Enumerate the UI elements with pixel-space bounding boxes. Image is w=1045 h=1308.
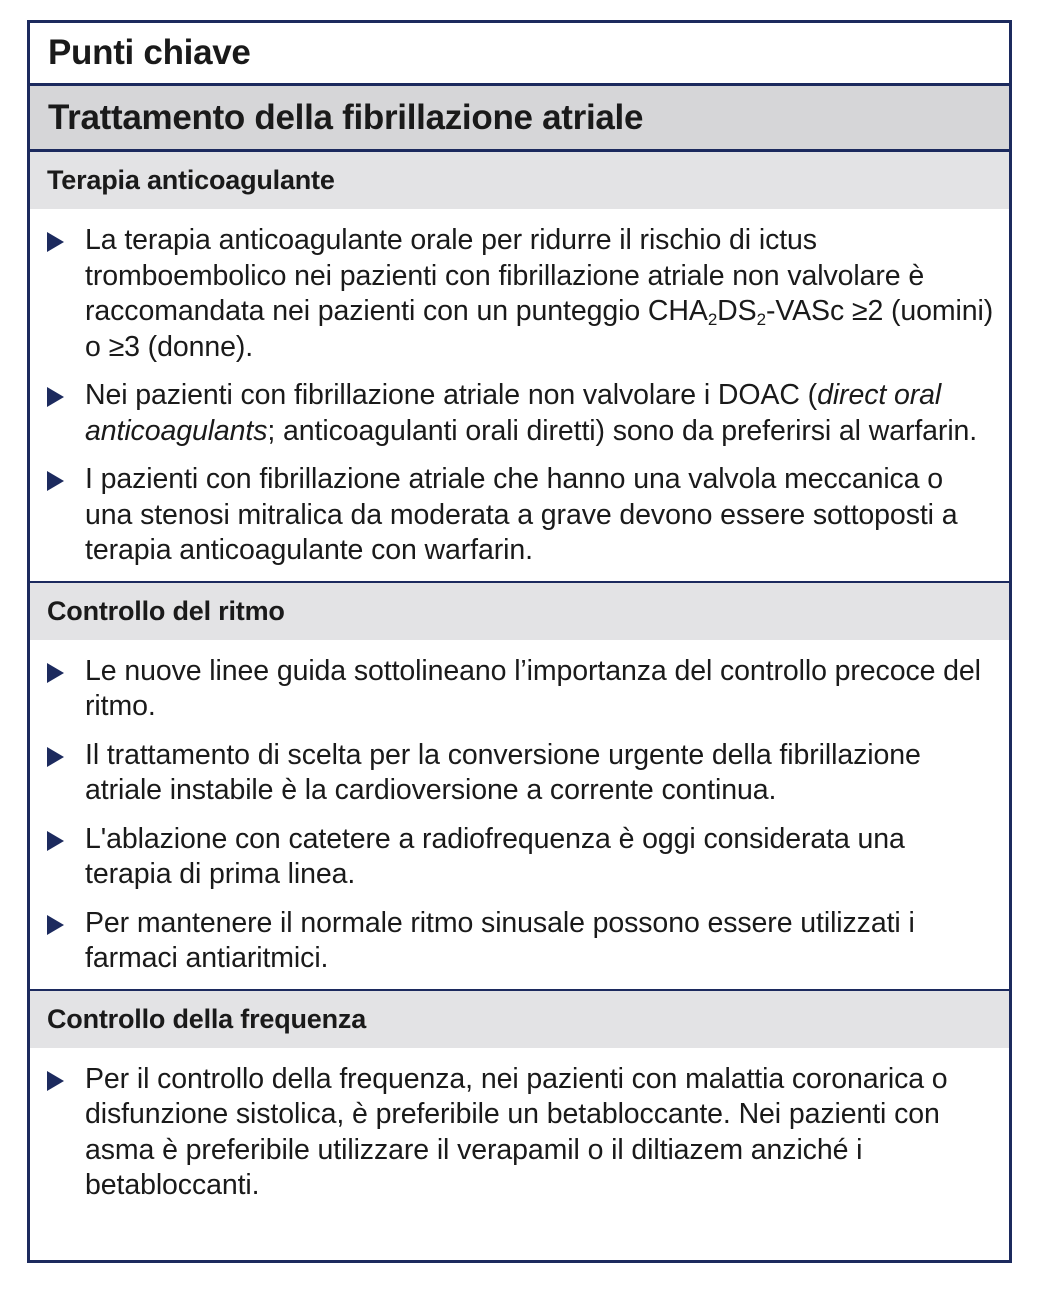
section-body [30, 640, 1009, 989]
triangle-right-icon [47, 223, 85, 252]
list-item [47, 822, 997, 893]
list-item [47, 462, 997, 569]
list-item-text: Il trattamento di scelta per la conversione urgente della fibrillazione atriale instabile è la cardioversione a corrente continua. [85, 738, 921, 806]
box-subtitle: Trattamento della fibrillazione atriale [30, 86, 1009, 152]
box-title: Punti chiave [30, 23, 1009, 86]
section-heading: Controllo della frequenza [30, 991, 1009, 1048]
triangle-right-icon [47, 654, 85, 683]
section-body [30, 209, 1009, 581]
list-item-text: Per il controllo della frequenza, nei pazienti con malattia coronarica o disfunzione sistolica, è preferibile un betabloccante. Nei pazienti con asma è preferibile utilizzare il verapamil o il diltiazem anziché i betabloccanti. [85, 1062, 948, 1201]
list-item-text: Nei pazienti con fibrillazione atriale non valvolare i DOAC (direct oral anticoagulants; anticoagulanti orali diretti) sono da preferirsi al warfarin. [85, 379, 978, 447]
section-rhythm-control [30, 581, 1009, 989]
list-item [47, 378, 997, 449]
list-item-text: Per mantenere il normale ritmo sinusale possono essere utilizzati i farmaci antiaritmici. [85, 906, 915, 974]
list-item [47, 654, 997, 725]
triangle-right-icon [47, 462, 85, 491]
triangle-right-icon [47, 906, 85, 935]
list-item [47, 738, 997, 809]
triangle-right-icon [47, 822, 85, 851]
list-item [47, 906, 997, 977]
list-item-text: L'ablazione con catetere a radiofrequenza è oggi considerata una terapia di prima linea. [85, 822, 905, 890]
list-item [47, 1062, 997, 1204]
key-points-box [27, 20, 1012, 1263]
section-heading: Controllo del ritmo [30, 583, 1009, 640]
section-body [30, 1048, 1009, 1216]
section-rate-control [30, 989, 1009, 1216]
list-item [47, 223, 997, 365]
section-heading: Terapia anticoagulante [30, 152, 1009, 209]
triangle-right-icon [47, 738, 85, 767]
triangle-right-icon [47, 1062, 85, 1091]
triangle-right-icon [47, 378, 85, 407]
section-anticoagulant-therapy [30, 152, 1009, 581]
list-item-text: La terapia anticoagulante orale per ridurre il rischio di ictus tromboembolico nei pazienti con fibrillazione atriale non valvolare è raccomandata nei pazienti con un punteggio $CHA_2DS_2$-VASc ≥2 (uomini) o ≥3 (donne). [85, 224, 994, 363]
list-item-text: I pazienti con fibrillazione atriale che hanno una valvola meccanica o una stenosi mitralica da moderata a grave devono essere sottoposti a terapia anticoagulante con warfarin. [85, 463, 958, 566]
list-item-text: Le nuove linee guida sottolineano l’importanza del controllo precoce del ritmo. [85, 654, 981, 722]
